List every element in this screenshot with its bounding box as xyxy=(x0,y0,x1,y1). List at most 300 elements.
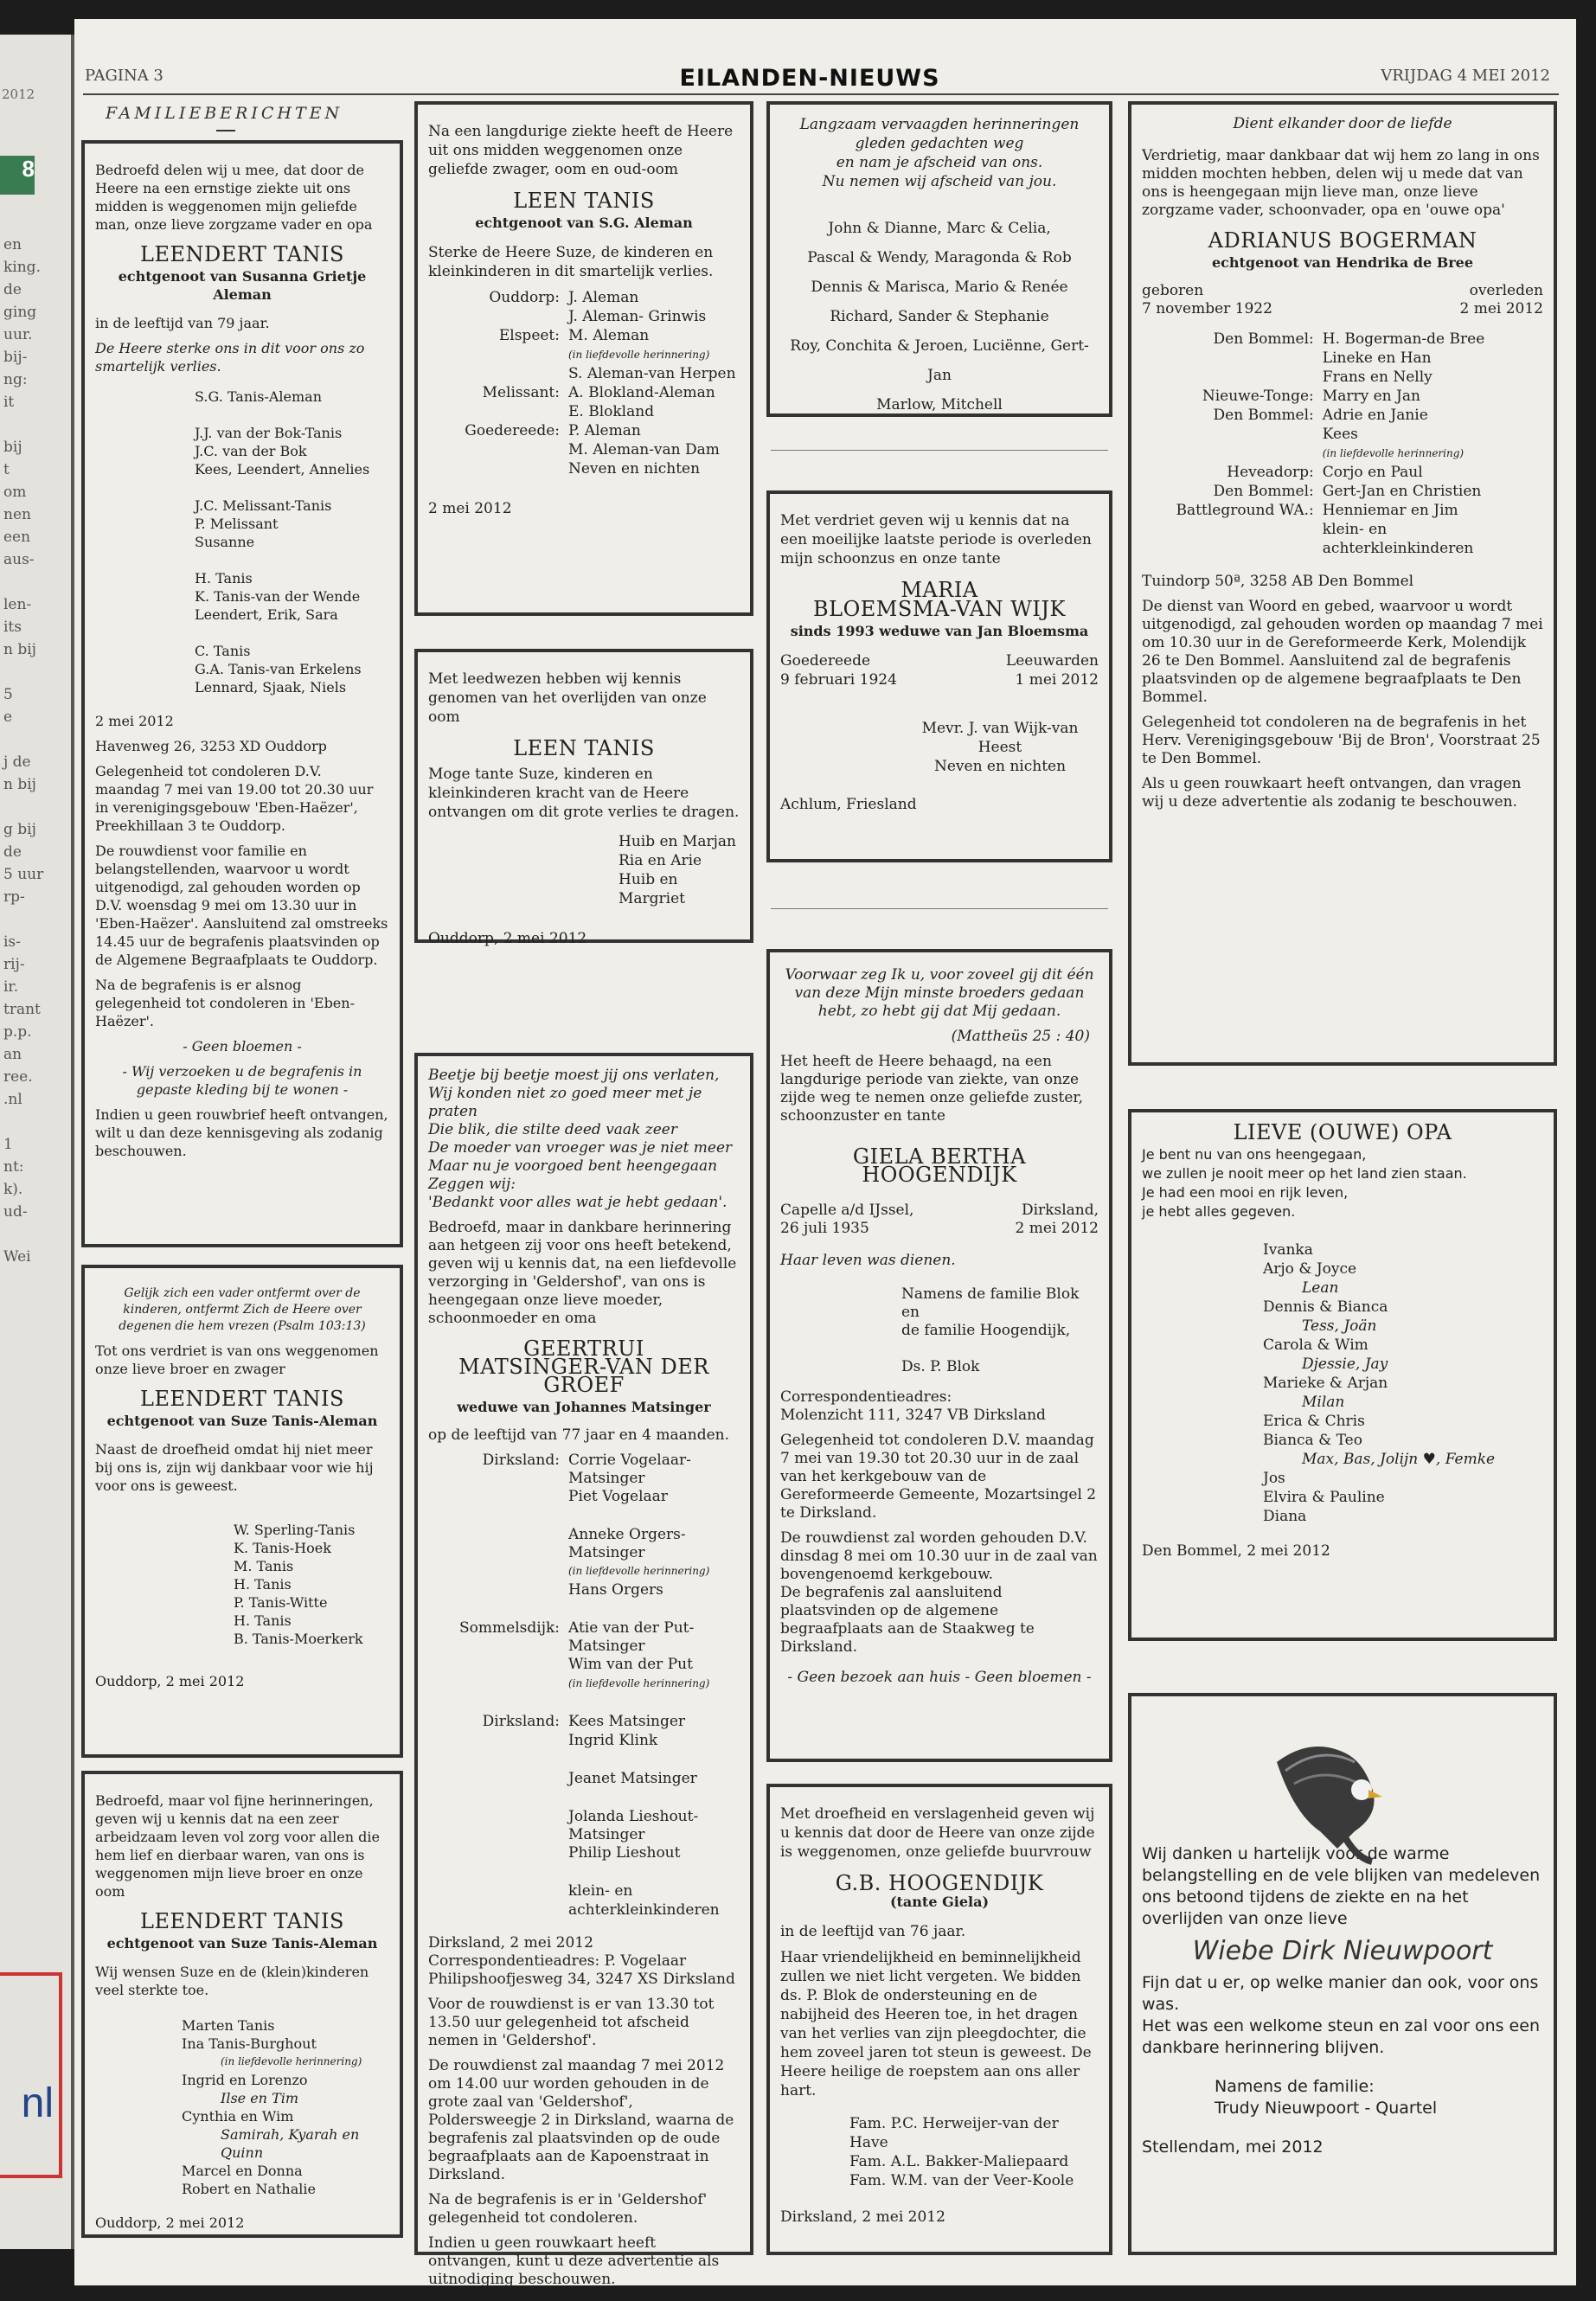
poem-line: we zullen je nooit meer op het land zien staan. xyxy=(1142,1165,1467,1182)
family-member: Neven en nichten xyxy=(568,460,701,478)
family-member: klein- en xyxy=(568,1882,633,1900)
previous-page-fragment: k). xyxy=(3,1181,23,1198)
place-label xyxy=(428,307,568,326)
family-list xyxy=(182,2016,389,2198)
condolence-info: Gelegenheid tot condoleren na de begrafenis in het Herv. Verenigingsgebouw 'Bij de Bron', Voorstraat 25 te Den Bommel. xyxy=(1142,714,1541,767)
family-member: Fam. W.M. van der Veer-Koole xyxy=(849,2172,1074,2189)
birth-place: Capelle a/d IJssel, xyxy=(780,1202,914,1219)
previous-page-fragment xyxy=(3,1223,67,1246)
family-member xyxy=(195,406,389,424)
death-date: 2 mei 2012 xyxy=(1459,300,1543,317)
previous-page-fragment: t xyxy=(3,461,10,478)
page-number: PAGINA 3 xyxy=(85,67,163,85)
family-member: B. Tanis-Moerkerk xyxy=(234,1631,363,1647)
newspaper-page xyxy=(74,19,1576,2288)
previous-page-year: 2012 xyxy=(2,87,35,102)
previous-page-fragment xyxy=(3,908,67,931)
poem-line: Zeggen wij: xyxy=(428,1176,516,1193)
family-member: G.A. Tanis-van Erkelens xyxy=(195,661,362,677)
family-member: Ivanka xyxy=(1263,1241,1313,1259)
poem-line: en nam je afscheid van ons. xyxy=(836,154,1043,171)
death-notice-leendert-tanis-siblings xyxy=(81,1265,403,1758)
family-list xyxy=(901,1285,1099,1376)
spouse-line: weduwe van Johannes Matsinger xyxy=(457,1399,711,1415)
separator xyxy=(771,450,1108,451)
family-list xyxy=(619,832,740,908)
previous-page-box-letters: nl xyxy=(21,2080,54,2126)
family-member: H. Bogerman-de Bree xyxy=(1322,330,1485,348)
section-title-dash xyxy=(216,130,235,131)
family-member: Mevr. J. van Wijk-van Heest xyxy=(921,720,1079,756)
family-member: (in liefdevolle herinnering) xyxy=(568,1677,710,1689)
family-member: Marten Tanis xyxy=(182,2017,275,2034)
family-member: Ria en Arie xyxy=(619,852,702,869)
place-label xyxy=(428,1770,568,1789)
address: Havenweg 26, 3253 XD Ouddorp xyxy=(95,738,327,754)
previous-page-fragment: it xyxy=(3,394,15,411)
family-list xyxy=(195,388,389,696)
family-member-children: Samirah, Kyarah en Quinn xyxy=(221,2126,360,2161)
dates xyxy=(1142,282,1543,318)
previous-page-fragment: j de xyxy=(3,753,31,771)
family-row xyxy=(428,288,740,307)
closing-note: Indien u geen rouwkaart heeft ontvangen, kunt u deze advertentie als uitnodiging beschouwen. xyxy=(428,2234,720,2288)
notice-footer: 2 mei 2012 xyxy=(428,500,512,517)
place-label xyxy=(428,1789,568,1808)
notice-date: 2 mei 2012 xyxy=(95,713,174,729)
condolence-info: Gelegenheid tot condoleren D.V. maandag 7 mei van 19.30 tot 20.30 uur in de zaal van het kerkgebouw van de Gereformeerde Gemeente, Mozartsingel 2 te Dirksland. xyxy=(780,1432,1097,1522)
family-row xyxy=(428,1732,740,1751)
notice-body: Moge tante Suze, kinderen en kleinkinderen kracht van de Heere ontvangen om dit grote verlies te dragen. xyxy=(428,766,740,821)
family-member-children: Ilse en Tim xyxy=(221,2090,299,2106)
family-member: H. Tanis xyxy=(234,1576,292,1593)
family-member xyxy=(568,1789,740,1808)
previous-page-edge xyxy=(0,35,74,2249)
notice-footer: Ouddorp, 2 mei 2012 xyxy=(95,2214,245,2231)
family-member: Neven en nichten xyxy=(933,758,1067,775)
family-member: achterkleinkinderen xyxy=(1322,540,1474,557)
deceased-first-name: MARIA xyxy=(901,578,978,602)
family-member: M. Tanis xyxy=(234,1558,294,1574)
family-member: K. Tanis-Hoek xyxy=(234,1540,331,1556)
place-label xyxy=(1142,369,1323,388)
family-member: J.C. van der Bok xyxy=(195,443,307,459)
death-notice-leen-tanis-nephews xyxy=(414,649,753,947)
family-member-children: Djessie, Jay xyxy=(1302,1356,1388,1373)
previous-page-fragment: een xyxy=(3,529,31,546)
eagle-icon xyxy=(1259,1736,1398,1866)
family-member: (in liefdevolle herinnering) xyxy=(568,349,710,361)
family-member: Henniemar en Jim xyxy=(1322,502,1458,519)
family-member: J.J. van der Bok-Tanis xyxy=(195,425,343,441)
poem-line: Je had een mooi en rijk leven, xyxy=(1142,1184,1349,1201)
family-member: Kees xyxy=(1322,426,1358,443)
notice-intro: Bedroefd, maar vol fijne herinneringen, geven wij u kennis dat na een zeer arbeidzaam leven vol zorg voor allen die hem lief en dierbaar waren, van ons is weggenomen mijn lieve broer en onze oom xyxy=(95,1792,380,1900)
previous-page-fragment: Wei xyxy=(3,1248,31,1266)
place-label xyxy=(1142,540,1323,559)
death-notice-adrianus-bogerman xyxy=(1128,101,1557,1066)
notice-date: Dirksland, 2 mei 2012 xyxy=(428,1934,593,1952)
family-member: Lennard, Sjaak, Niels xyxy=(195,679,347,695)
place-label xyxy=(428,345,568,364)
correspondence-address: Philipshoofjesweg 34, 3247 XS Dirksland xyxy=(428,1971,735,1988)
age-line: in de leeftijd van 79 jaar. xyxy=(95,315,270,331)
place-label xyxy=(428,1751,568,1770)
death-notice-leendert-tanis-family xyxy=(81,140,403,1247)
deceased-first-name: GEERTRUI xyxy=(523,1336,644,1361)
family-member: Namens de familie Blok en xyxy=(901,1285,1080,1321)
family-member: H. Tanis xyxy=(234,1612,292,1629)
family-member xyxy=(195,551,389,569)
notice-intro: Met droefheid en verslagenheid geven wij u kennis dat door de Heere van onze zijde is weggenomen, onze geliefde buurvrouw xyxy=(780,1805,1095,1861)
family-row xyxy=(428,402,740,421)
previous-page-fragment: its xyxy=(3,619,22,636)
place-label: Melissant: xyxy=(482,384,560,401)
place-label: Dirksland: xyxy=(482,1452,560,1469)
poem-line: 'Bedankt voor alles wat je hebt gedaan'. xyxy=(428,1194,727,1211)
place-label xyxy=(428,1732,568,1751)
family-member: Ds. P. Blok xyxy=(901,1358,980,1375)
separator xyxy=(771,908,1108,909)
family-member: Ina Tanis-Burghout xyxy=(182,2035,317,2052)
family-member: Diana xyxy=(1263,1508,1307,1525)
no-flowers: - Geen bloemen - xyxy=(183,1038,302,1054)
dates xyxy=(780,651,1099,689)
previous-page-badge: 8 xyxy=(0,156,35,195)
family-member: Fam. A.L. Bakker-Maliepaard xyxy=(849,2153,1069,2170)
family-row xyxy=(1142,330,1543,349)
deceased-name: LEENDERT TANIS xyxy=(140,242,344,266)
place-label: Nieuwe-Tonge: xyxy=(1202,388,1314,405)
condolence-info: Gelegenheid tot condoleren D.V. maandag 7 mei van 19.00 tot 20.30 uur in verenigingsgebouw 'Eben-Haëzer', Preekhillaan 3 te Ouddorp. xyxy=(95,763,374,834)
previous-page-fragment xyxy=(3,661,67,683)
service-info: De rouwdienst zal worden gehouden D.V. dinsdag 8 mei om 10.30 uur in de zaal van bovengenoemd kerkgebouw. xyxy=(780,1529,1098,1583)
family-member-children: (in liefdevolle herinnering) xyxy=(221,2055,362,2067)
notice-title: LIEVE (OUWE) OPA xyxy=(1233,1120,1452,1144)
family-member: H. Tanis xyxy=(195,570,253,586)
family-member: John & Dianne, Marc & Celia, xyxy=(828,220,1051,237)
poem xyxy=(1142,1145,1543,1221)
family-row xyxy=(1142,483,1543,502)
previous-page-fragment xyxy=(3,1111,67,1133)
previous-page-fragment: uur. xyxy=(3,326,33,343)
family-row xyxy=(428,1675,740,1694)
verse: Voorwaar zeg Ik u, voor zoveel gij dit één van deze Mijn minste broeders gedaan hebt, zo hebt gij dat Mij gedaan. xyxy=(785,966,1094,1020)
place-label: Ouddorp: xyxy=(489,289,560,306)
family-list xyxy=(901,719,1099,776)
previous-page-fragment: 5 uur xyxy=(3,866,44,883)
dates xyxy=(780,1202,1099,1238)
place-label xyxy=(428,1581,568,1600)
family-member: Bianca & Teo xyxy=(1263,1432,1362,1449)
family-member-children: Milan xyxy=(1302,1394,1345,1411)
family-member: Susanne xyxy=(195,534,255,550)
place-label xyxy=(428,1901,568,1920)
place-label xyxy=(428,1863,568,1882)
spouse-line: echtgenoot van Susanna Grietje Aleman xyxy=(118,268,367,303)
birth-place: Goedereede xyxy=(780,652,871,670)
poem-line: Die blik, die stilte deed vaak zeer xyxy=(428,1121,677,1138)
family-list xyxy=(780,214,1099,420)
previous-page-fragment: nt: xyxy=(3,1158,24,1176)
family-row xyxy=(1142,369,1543,388)
family-member: Marieke & Arjan xyxy=(1263,1375,1388,1392)
place-label xyxy=(1142,349,1323,369)
previous-page-fragment: ud- xyxy=(3,1203,28,1221)
verse: De Heere sterke ons in dit voor ons zo smartelijk verlies. xyxy=(95,340,365,375)
notice-footer: Ouddorp, 2 mei 2012 xyxy=(95,1673,245,1689)
notice-intro: Na een langdurige ziekte heeft de Heere uit ons midden weggenomen onze geliefde zwager, oom en oud-oom xyxy=(428,123,734,178)
family-member: P. Tanis-Witte xyxy=(234,1594,328,1611)
family-row xyxy=(1142,445,1543,464)
spouse-line: echtgenoot van Suze Tanis-Aleman xyxy=(106,1935,378,1952)
service-info: De rouwdienst voor familie en belangstellenden, waarvoor u wordt uitgenodigd, zal gehouden worden op D.V. woensdag 9 mei om 13.30 uur in 'Eben-Haëzer'. Aansluitend zal omstreeks 14.45 uur de begrafenis plaatsvinden op de Algemene Begraafplaats te Ouddorp. xyxy=(95,843,388,968)
notice-intro: Met leedwezen hebben wij kennis genomen van het overlijden van onze oom xyxy=(428,670,707,726)
family-row xyxy=(428,1452,740,1488)
family-member: M. Aleman xyxy=(568,327,650,344)
previous-page-fragment: trant xyxy=(3,1001,41,1018)
notice-footer: Ouddorp, 2 mei 2012 xyxy=(428,930,587,947)
previous-page-fragments xyxy=(3,234,67,1268)
family-member: Cynthia en Wim xyxy=(182,2108,294,2125)
death-place: Dirksland, xyxy=(1021,1202,1099,1219)
previous-page-fragment: rp- xyxy=(3,888,25,906)
previous-page-fragment: bij xyxy=(3,439,22,456)
place-label: Den Bommel: xyxy=(1213,483,1314,500)
dress-request: - Wij verzoeken u de begrafenis in gepaste kleding bij te wonen - xyxy=(122,1063,362,1098)
family-list xyxy=(1263,1240,1543,1526)
notice-footer: Achlum, Friesland xyxy=(780,796,917,813)
family-list xyxy=(849,2114,1099,2190)
place-label xyxy=(428,1808,568,1844)
deceased-name: LEEN TANIS xyxy=(513,189,655,213)
place-label xyxy=(1142,426,1323,445)
notice-body: Naast de droefheid omdat hij niet meer bij ons is, zijn wij dankbaar voor wie hij voor ons is geweest. xyxy=(95,1441,374,1494)
family-member: Kees, Leendert, Annelies xyxy=(195,461,370,478)
family-row xyxy=(428,1694,740,1713)
family-member xyxy=(568,1694,740,1713)
closing-note: Indien u geen rouwbrief heeft ontvangen, wilt u dan deze kennisgeving als zodanig beschouwen. xyxy=(95,1106,388,1159)
family-member xyxy=(901,1340,1099,1358)
motto: Haar leven was dienen. xyxy=(780,1252,956,1269)
family-list xyxy=(428,1452,740,1920)
family-member: Jolanda Lieshout-Matsinger xyxy=(568,1808,699,1843)
family-member xyxy=(195,624,389,642)
family-member: Adrie en Janie xyxy=(1322,407,1428,424)
birth-date: 9 februari 1924 xyxy=(780,671,897,689)
place-label xyxy=(428,1526,568,1562)
address: Tuindorp 50ª, 3258 AB Den Bommel xyxy=(1142,573,1414,590)
correspondence-label: Correspondentieadres: xyxy=(780,1388,952,1406)
family-member: Gert-Jan en Christien xyxy=(1322,483,1482,500)
deceased-first-name: GIELA BERTHA xyxy=(852,1144,1027,1169)
death-notice-maria-bloemsma xyxy=(766,490,1112,862)
family-row xyxy=(428,1844,740,1863)
family-label: Namens de familie: xyxy=(1215,2077,1375,2096)
family-member: Wim van der Put xyxy=(568,1656,693,1673)
family-member xyxy=(568,1600,740,1619)
family-member: Fam. P.C. Herweijer-van der Have xyxy=(849,2115,1059,2151)
poem-line: Je bent nu van ons heengegaan, xyxy=(1142,1146,1367,1163)
previous-page-fragment: .nl xyxy=(3,1091,22,1108)
family-member: Corrie Vogelaar-Matsinger xyxy=(568,1452,691,1487)
family-member: Anneke Orgers-Matsinger xyxy=(568,1526,686,1561)
family-row xyxy=(1142,521,1543,540)
family-row xyxy=(428,1562,740,1581)
section-title: FAMILIEBERICHTEN xyxy=(106,104,343,123)
place-label xyxy=(428,1844,568,1863)
death-notice-leen-tanis xyxy=(414,101,753,616)
family-member: Kees Matsinger xyxy=(568,1713,686,1730)
notice-intro: Tot ons verdriet is van ons weggenomen onze lieve broer en zwager xyxy=(95,1343,379,1377)
verse-reference: (Mattheüs 25 : 40) xyxy=(951,1028,1090,1045)
family-member: Arjo & Joyce xyxy=(1263,1260,1357,1278)
previous-page-fragment xyxy=(3,413,67,436)
family-row xyxy=(428,440,740,459)
family-member: (in liefdevolle herinnering) xyxy=(1322,447,1465,459)
family-row xyxy=(428,364,740,383)
deceased-name: ADRIANUS BOGERMAN xyxy=(1208,228,1477,253)
verse: Gelijk zich een vader ontfermt over de kinderen, ontfermt Zich de Heere over degenen die hem vrezen (Psalm 103:13) xyxy=(119,1286,366,1333)
spouse-line: echtgenoot van S.G. Aleman xyxy=(475,215,693,231)
header-rule xyxy=(83,93,1559,95)
closing-note: Als u geen rouwkaart heeft ontvangen, dan vragen wij u deze advertentie als zodanig te beschouwen. xyxy=(1142,775,1522,811)
previous-page-fragment: len- xyxy=(3,596,32,613)
place-label: Sommelsdijk: xyxy=(459,1619,560,1637)
death-notice-leendert-tanis-niece xyxy=(81,1771,403,2238)
family-member: de familie Hoogendijk, xyxy=(901,1322,1071,1339)
family-member: (in liefdevolle herinnering) xyxy=(568,1565,710,1577)
notice-intro: Bedroefd, maar in dankbare herinnering aan hetgeen zij voor ons heeft betekend, geven wij u kennis dat, na een liefdevolle verzorging in 'Geldershof', van ons is heengegaan onze lieve moeder, schoonmoeder en oma xyxy=(428,1219,737,1327)
family-name: Trudy Nieuwpoort - Quartel xyxy=(1215,2099,1438,2118)
previous-page-fragment xyxy=(3,571,67,593)
family-row xyxy=(428,307,740,326)
death-date: 1 mei 2012 xyxy=(1015,671,1099,689)
family-row xyxy=(1142,388,1543,407)
notice-intro: Bedroefd delen wij u mee, dat door de Heere na een ernstige ziekte uit ons midden is weggenomen mijn geliefde man, onze lieve zorgzame vader en opa xyxy=(95,162,373,233)
family-member: Jeanet Matsinger xyxy=(568,1770,697,1787)
birth-date: 7 november 1922 xyxy=(1142,300,1272,317)
family-row xyxy=(428,326,740,345)
family-member: Leendert, Erik, Sara xyxy=(195,606,338,623)
death-label: overleden xyxy=(1469,282,1543,299)
notice-intro: Met verdriet geven wij u kennis dat na een moeilijke laatste periode is overleden mijn schoonzus en onze tante xyxy=(780,512,1092,567)
birth-date: 26 juli 1935 xyxy=(780,1220,869,1237)
previous-page-fragment: 5 xyxy=(3,686,13,703)
family-member: Marlow, Mitchell xyxy=(876,396,1003,413)
family-member-children: Lean xyxy=(1302,1279,1339,1297)
previous-page-box xyxy=(0,1972,62,2178)
place-label xyxy=(428,1562,568,1581)
age-line: in de leeftijd van 76 jaar. xyxy=(780,1923,966,1940)
place-label xyxy=(428,1600,568,1619)
closing-note: - Geen bezoek aan huis - Geen bloemen - xyxy=(787,1669,1092,1686)
family-member: P. Aleman xyxy=(568,422,641,439)
previous-page-fragment: nen xyxy=(3,506,31,523)
place-label xyxy=(428,402,568,421)
notice-intro: Verdrietig, maar dankbaar dat wij hem zo lang in ons midden mochten hebben, delen wij u mede dat van ons is heengegaan mijn lieve man, onze lieve zorgzame vader, schoonvader, opa en 'ouwe opa' xyxy=(1142,147,1540,219)
family-row xyxy=(428,1713,740,1732)
place-label xyxy=(1142,521,1323,540)
poem xyxy=(780,115,1099,191)
family-member: S. Aleman-van Herpen xyxy=(568,365,736,382)
spouse-line: echtgenoot van Hendrika de Bree xyxy=(1211,254,1473,271)
family-member: A. Blokland-Aleman xyxy=(568,384,715,401)
place-label xyxy=(428,1656,568,1675)
verse: Dient elkander door de liefde xyxy=(1233,115,1452,132)
family-member: W. Sperling-Tanis xyxy=(234,1522,356,1538)
poem-line: Beetje bij beetje moest jij ons verlaten, xyxy=(428,1067,720,1084)
death-notice-geertrui-matsinger xyxy=(414,1053,753,2288)
family-member: Lineke en Han xyxy=(1322,349,1432,367)
family-member: Philip Lieshout xyxy=(568,1844,681,1862)
deceased-last-name: MATSINGER-VAN DER GROEF xyxy=(458,1355,709,1397)
family-row xyxy=(1142,540,1543,559)
family-row xyxy=(428,345,740,364)
notice-footer: Stellendam, mei 2012 xyxy=(1142,2138,1324,2157)
family-row xyxy=(428,1581,740,1600)
after-info: Na de begrafenis is er alsnog gelegenheid tot condoleren in 'Eben-Haëzer'. xyxy=(95,977,355,1029)
poem-line: Nu nemen wij afscheid van jou. xyxy=(822,173,1057,190)
place-label xyxy=(428,1882,568,1901)
family-member: Robert en Nathalie xyxy=(182,2181,316,2197)
family-row xyxy=(1142,426,1543,445)
previous-page-fragment: de xyxy=(3,281,22,298)
previous-page-fragment: ree. xyxy=(3,1068,33,1086)
family-member: Frans en Nelly xyxy=(1322,369,1433,386)
notice-intro: Het heeft de Heere behaagd, na een langdurige periode van ziekte, van onze zijde weg te nemen onze geliefde zuster, schoonzuster en tante xyxy=(780,1053,1084,1125)
place-label xyxy=(428,364,568,383)
family-member: M. Aleman-van Dam xyxy=(568,441,720,458)
previous-page-fragment: e xyxy=(3,708,13,726)
family-member: E. Blokland xyxy=(568,403,655,420)
family-row xyxy=(428,421,740,440)
previous-page-fragment: rij- xyxy=(3,956,25,973)
family-row xyxy=(428,459,740,478)
place-label xyxy=(428,459,568,478)
family-row xyxy=(428,1488,740,1507)
death-place: Leeuwarden xyxy=(1005,652,1099,670)
family-member: P. Melissant xyxy=(195,516,279,532)
previous-page-fragment: is- xyxy=(3,933,21,951)
family-member: Piet Vogelaar xyxy=(568,1488,668,1505)
previous-page-fragment: ir. xyxy=(3,978,19,996)
death-date: 2 mei 2012 xyxy=(1015,1220,1099,1237)
place-label xyxy=(1142,445,1323,464)
family-list xyxy=(234,1521,389,1648)
family-member: Dennis & Marisca, Mario & Renée xyxy=(811,279,1068,296)
after-info: Na de begrafenis is er in 'Geldershof' gelegenheid tot condoleren. xyxy=(428,2191,708,2227)
place-label: Den Bommel: xyxy=(1213,330,1314,348)
thanks-body: Wij danken u hartelijk voor de warme belangstelling en de vele blijken van medeleven ons betoond tijdens de ziekte en na het overlijden van onze lieve xyxy=(1142,1844,1541,1928)
previous-page-fragment: aus- xyxy=(3,551,35,568)
deceased-last-name: HOOGENDIJK xyxy=(862,1163,1017,1187)
memorial-notice-lieve-opa xyxy=(1128,1109,1557,1641)
family-row xyxy=(1142,407,1543,426)
poem xyxy=(428,1067,740,1212)
family-member: K. Tanis-van der Wende xyxy=(195,588,361,605)
burial-info: De begrafenis zal aansluitend plaatsvinden op de algemene begraafplaats aan de Staakweg te Dirksland. xyxy=(780,1584,1035,1656)
family-member: Roy, Conchita & Jeroen, Luciënne, Gert-Jan xyxy=(790,337,1089,384)
family-member: Huib en Margriet xyxy=(619,871,686,907)
poem-line: gleden gedachten weg xyxy=(855,135,1024,152)
family-row xyxy=(428,383,740,402)
correspondence-label: Correspondentieadres: P. Vogelaar xyxy=(428,1952,687,1970)
place-label: Heveadorp: xyxy=(1227,464,1314,481)
place-label: Elspeet: xyxy=(498,327,560,344)
correspondence-address: Molenzicht 111, 3247 VB Dirksland xyxy=(780,1407,1046,1424)
family-member: J. Aleman- Grinwis xyxy=(568,308,707,325)
